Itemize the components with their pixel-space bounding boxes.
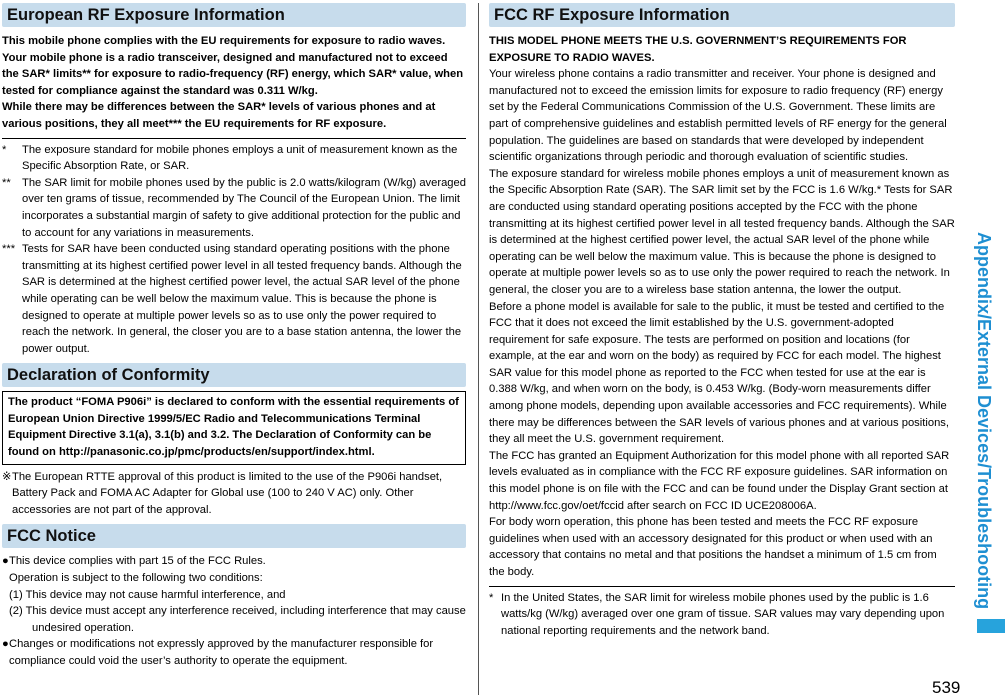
fcc-paragraph-3: Before a phone model is available for sale to the public, it must be tested and certified to the FCC that it does not exceed the limit established by the U.S. government-adopted requirement for safe exposure. The tests are performed on position and locations (for example, at the ear and worn on the body) as required by FCC for each model. The highest SAR value for this model phone as reported to the FCC when tested for use at the ear is 0.388 W/kg, and when worn on the body, is 0.453 W/kg. (Body-worn measurements differ among phone models, depending upon available accessories and FCC requirements). While there may be differences between the SAR levels of various phones and at various positions, they all meet the U.S. government requirement. [489, 300, 949, 446]
eu-footnote-1 [2, 142, 466, 175]
divider-rule [2, 138, 466, 139]
fcc-conditions-intro: Operation is subject to the following two conditions: [9, 572, 263, 585]
fcc-bullet-1 [2, 553, 466, 570]
section-tab-marker [977, 619, 1005, 633]
footnote-text: The exposure standard for mobile phones employs a unit of measurement known as the Specific Absorption Rate, or SAR. [22, 143, 458, 173]
fcc-footnote [489, 590, 955, 640]
footnote-text: The SAR limit for mobile phones used by the public is 2.0 watts/kilogram (W/kg) averaged over ten grams of tissue, recommended by The Council of the European Union. The limit incorporates a substantial margin of safety to give additional protection for the public and to account for any variations in measurements. [22, 176, 466, 239]
eu-rf-exposure-heading: European RF Exposure Information [2, 3, 466, 27]
section-side-title: Appendix/External Devices/Troubleshooting [974, 232, 994, 610]
footnote-mark: * [2, 143, 7, 156]
eu-footnote-3 [2, 241, 466, 357]
column-divider [478, 3, 479, 695]
fcc-paragraph-4: The FCC has granted an Equipment Authorization for this model phone with all reported SAR levels evaluated as in compliance with the FCC RF exposure guidelines. SAR information on this model phone is on file with the FCC and can be found under the Display Grant section at http://www.fcc.gov/oet/fccid after search on FCC ID UCE208006A. [489, 449, 950, 512]
declaration-box: The product “FOMA P906i” is declared to conform with the essential requirements of European Union Directive 1999/5/EC Radio and Telecommunications Terminal Equipment Directive 3.1(a), 3.1(b) and 3.2. The Declaration of Conformity can be found on http://panasonic.co.jp/pmc/products/en/support/index.html. [2, 391, 466, 464]
fcc-condition-1: (1) This device may not cause harmful interference, and [9, 588, 286, 601]
fcc-condition-2: (2) This device must accept any interference received, including interference that may cause undesired operation. [9, 605, 466, 634]
eu-intro-text-2: While there may be differences between the SAR* levels of various phones and at various positions, they all meet*** the EU requirements for RF exposure. [2, 101, 436, 130]
page-number: 539 [932, 678, 961, 697]
bullet-icon: ● [2, 638, 9, 651]
footnote-mark: * [489, 591, 494, 604]
footnote-text: In the United States, the SAR limit for wireless mobile phones used by the public is 1.6 watts/kg (W/kg) averaged over one gram of tissue. SAR values may vary depending upon national reporting requirements and the network band. [501, 591, 945, 637]
declaration-heading: Declaration of Conformity [2, 363, 466, 387]
fcc-paragraph-2: The exposure standard for wireless mobile phones employs a unit of measurement known as the Specific Absorption Rate (SAR). The SAR limit set by the FCC is 1.6 W/kg.* Tests for SAR are conducted using standard operating positions accepted by the FCC with the phone transmitting at its highest certified power level in all tested frequency bands. Although the SAR is determined at the highest certified power level, the actual SAR level of the phone while operating can be well below the maximum value. This is because the phone is designed to operate at multiple power levels so as to use only the power required to reach the network. In general, the closer you are to a wireless base station antenna, the lower the output. [489, 167, 955, 296]
note-text: The European RTTE approval of this product is limited to the use of the P906i handset, Battery Pack and FOMA AC Adapter for Global use (100 to 240 V AC) only. Other accessories are not part of the approval. [12, 470, 443, 516]
eu-footnote-2 [2, 175, 466, 241]
eu-intro-text: This mobile phone complies with the EU requirements for exposure to radio waves. Your mobile phone is a radio transceiver, designed and manufactured not to exceed the SAR* limits** for exposure to radio-frequency (RF) energy, which SAR* value, when tested for compliance against the standard was 0.311 W/kg. [2, 35, 464, 97]
bullet-text: Changes or modifications not expressly approved by the manufacturer responsible for compliance could void the user’s authority to operate the equipment. [9, 638, 434, 667]
fcc-bullet-2 [2, 636, 466, 669]
right-column [489, 3, 955, 639]
footnote-mark: *** [2, 243, 16, 256]
fcc-lead-text: THIS MODEL PHONE MEETS THE U.S. GOVERNMENT’S REQUIREMENTS FOR EXPOSURE TO RADIO WAVES. [489, 35, 907, 64]
rtte-note [2, 469, 466, 519]
note-mark: ※ [2, 470, 12, 483]
fcc-rf-exposure-heading: FCC RF Exposure Information [489, 3, 955, 27]
footnote-text: Tests for SAR have been conducted using standard operating positions with the phone transmitting at its highest certified power level in all tested frequency bands. Although the SAR is determined at the highest certified power level, the actual SAR level of the phone while operating can be well below the maximum value. This is because the phone is designed to operate at multiple power levels so as to use only the power required to reach the network. In general, the closer you are to a base station antenna, the lower the power output. [22, 243, 462, 355]
bullet-icon: ● [2, 555, 9, 568]
left-column [2, 3, 466, 670]
fcc-notice-heading: FCC Notice [2, 524, 466, 548]
footnote-mark: ** [2, 176, 11, 189]
bullet-text: This device complies with part 15 of the FCC Rules. [9, 555, 266, 568]
fcc-paragraph-1: Your wireless phone contains a radio transmitter and receiver. Your phone is designed and manufactured not to exceed the emission limits for exposure to radio frequency (RF) energy set by the Federal Communications Commission of the U.S. Government. These limits are part of comprehensive guidelines and establish permitted levels of RF energy for the general population. The guidelines are based on standards that were developed by independent scientific organizations through periodic and thorough evaluation of scientific studies. [489, 68, 947, 164]
divider-rule [489, 586, 955, 587]
fcc-paragraph-5: For body worn operation, this phone has been tested and meets the FCC RF exposure guidelines when used with an accessory designated for this product or when used with an accessory that contains no metal and that positions the handset a minimum of 1.5 cm from the body. [489, 516, 937, 578]
